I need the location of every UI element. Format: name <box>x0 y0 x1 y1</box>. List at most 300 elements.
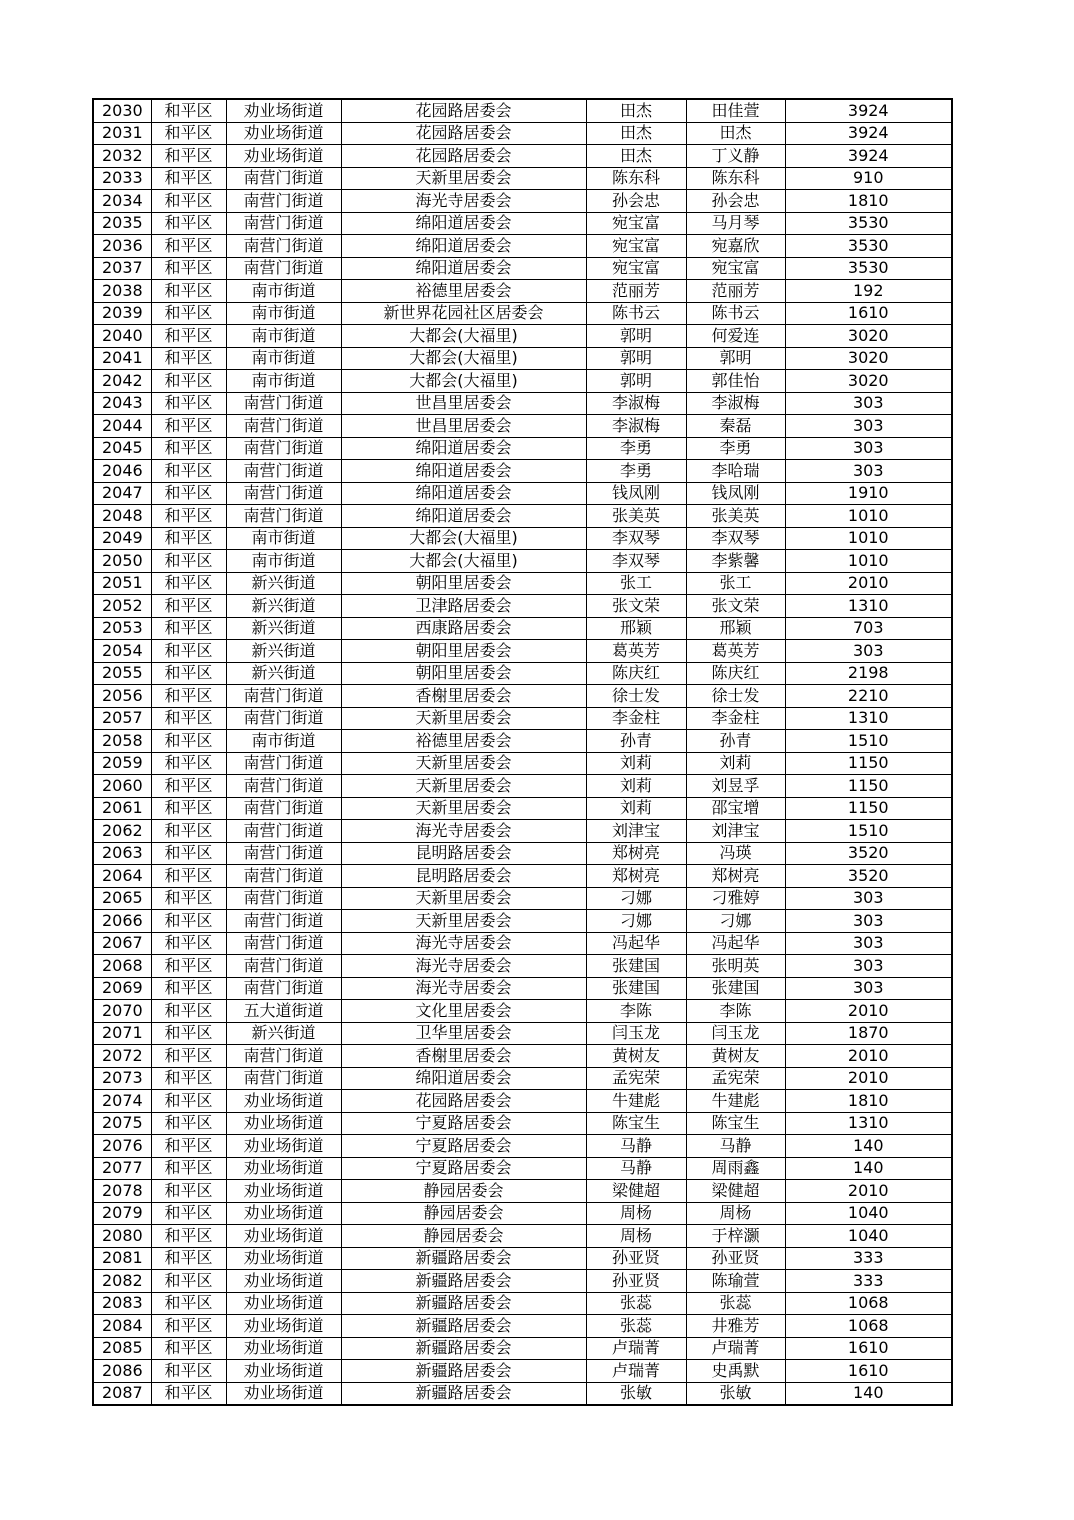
district-cell: 和平区 <box>151 1202 226 1225</box>
district-cell: 和平区 <box>151 1045 226 1068</box>
member-cell: 刘昱孚 <box>686 775 785 798</box>
amount-cell: 1150 <box>785 797 952 820</box>
district-cell: 和平区 <box>151 280 226 303</box>
committee-cell: 朝阳里居委会 <box>341 662 586 685</box>
amount-cell: 1068 <box>785 1315 952 1338</box>
district-cell: 和平区 <box>151 370 226 393</box>
member-cell: 范丽芳 <box>686 280 785 303</box>
committee-cell: 绵阳道居委会 <box>341 482 586 505</box>
applicant-cell: 邢颖 <box>586 617 686 640</box>
street-cell: 劝业场街道 <box>226 1112 341 1135</box>
row-number-cell: 2047 <box>93 482 151 505</box>
amount-cell: 1010 <box>785 550 952 573</box>
amount-cell: 303 <box>785 415 952 438</box>
amount-cell: 303 <box>785 460 952 483</box>
district-cell: 和平区 <box>151 887 226 910</box>
district-cell: 和平区 <box>151 392 226 415</box>
amount-cell: 1310 <box>785 1112 952 1135</box>
district-cell: 和平区 <box>151 640 226 663</box>
amount-cell: 3020 <box>785 370 952 393</box>
committee-cell: 新疆路居委会 <box>341 1247 586 1270</box>
table-row <box>93 977 952 1000</box>
applicant-cell: 孙亚贤 <box>586 1270 686 1293</box>
committee-cell: 大都会(大福里) <box>341 527 586 550</box>
amount-cell: 3530 <box>785 257 952 280</box>
amount-cell: 1810 <box>785 190 952 213</box>
applicant-cell: 陈宝生 <box>586 1112 686 1135</box>
applicant-cell: 宛宝富 <box>586 212 686 235</box>
table-row <box>93 1112 952 1135</box>
street-cell: 劝业场街道 <box>226 1292 341 1315</box>
row-number-cell: 2050 <box>93 550 151 573</box>
member-cell: 何爱连 <box>686 325 785 348</box>
street-cell: 新兴街道 <box>226 572 341 595</box>
member-cell: 于梓灏 <box>686 1225 785 1248</box>
street-cell: 南市街道 <box>226 325 341 348</box>
applicant-cell: 黄树友 <box>586 1045 686 1068</box>
applicant-cell: 郭明 <box>586 370 686 393</box>
member-cell: 钱凤刚 <box>686 482 785 505</box>
table-row <box>93 1090 952 1113</box>
row-number-cell: 2046 <box>93 460 151 483</box>
district-cell: 和平区 <box>151 1225 226 1248</box>
member-cell: 田杰 <box>686 122 785 145</box>
amount-cell: 3020 <box>785 347 952 370</box>
table-row <box>93 370 952 393</box>
table-row <box>93 752 952 775</box>
member-cell: 张敏 <box>686 1382 785 1405</box>
committee-cell: 新疆路居委会 <box>341 1382 586 1405</box>
street-cell: 五大道街道 <box>226 1000 341 1023</box>
amount-cell: 3520 <box>785 865 952 888</box>
district-cell: 和平区 <box>151 145 226 168</box>
district-cell: 和平区 <box>151 1247 226 1270</box>
table-row <box>93 122 952 145</box>
table-row <box>93 1270 952 1293</box>
committee-cell: 天新里居委会 <box>341 887 586 910</box>
amount-cell: 333 <box>785 1270 952 1293</box>
row-number-cell: 2083 <box>93 1292 151 1315</box>
applicant-cell: 李金柱 <box>586 707 686 730</box>
district-cell: 和平区 <box>151 1022 226 1045</box>
table-row <box>93 955 952 978</box>
applicant-cell: 郑树亮 <box>586 865 686 888</box>
district-cell: 和平区 <box>151 797 226 820</box>
amount-cell: 1810 <box>785 1090 952 1113</box>
member-cell: 马月琴 <box>686 212 785 235</box>
district-cell: 和平区 <box>151 190 226 213</box>
committee-cell: 新疆路居委会 <box>341 1292 586 1315</box>
data-table <box>92 98 953 1406</box>
amount-cell: 2010 <box>785 1067 952 1090</box>
applicant-cell: 郑树亮 <box>586 842 686 865</box>
table-row <box>93 1225 952 1248</box>
amount-cell: 1150 <box>785 775 952 798</box>
street-cell: 南营门街道 <box>226 910 341 933</box>
applicant-cell: 冯起华 <box>586 932 686 955</box>
table-row <box>93 1067 952 1090</box>
committee-cell: 宁夏路居委会 <box>341 1135 586 1158</box>
member-cell: 李淑梅 <box>686 392 785 415</box>
applicant-cell: 陈书云 <box>586 302 686 325</box>
street-cell: 新兴街道 <box>226 617 341 640</box>
amount-cell: 3924 <box>785 145 952 168</box>
amount-cell: 1510 <box>785 820 952 843</box>
row-number-cell: 2056 <box>93 685 151 708</box>
applicant-cell: 卢瑞菁 <box>586 1337 686 1360</box>
committee-cell: 昆明路居委会 <box>341 842 586 865</box>
district-cell: 和平区 <box>151 527 226 550</box>
member-cell: 李金柱 <box>686 707 785 730</box>
applicant-cell: 孙亚贤 <box>586 1247 686 1270</box>
table-row <box>93 280 952 303</box>
amount-cell: 140 <box>785 1157 952 1180</box>
street-cell: 劝业场街道 <box>226 1202 341 1225</box>
committee-cell: 绵阳道居委会 <box>341 460 586 483</box>
district-cell: 和平区 <box>151 1090 226 1113</box>
member-cell: 李紫馨 <box>686 550 785 573</box>
applicant-cell: 钱凤刚 <box>586 482 686 505</box>
row-number-cell: 2057 <box>93 707 151 730</box>
district-cell: 和平区 <box>151 820 226 843</box>
street-cell: 南营门街道 <box>226 212 341 235</box>
member-cell: 李哈瑞 <box>686 460 785 483</box>
street-cell: 南营门街道 <box>226 460 341 483</box>
district-cell: 和平区 <box>151 730 226 753</box>
table-row <box>93 617 952 640</box>
committee-cell: 朝阳里居委会 <box>341 572 586 595</box>
committee-cell: 花园路居委会 <box>341 122 586 145</box>
applicant-cell: 张美英 <box>586 505 686 528</box>
member-cell: 冯起华 <box>686 932 785 955</box>
amount-cell: 140 <box>785 1382 952 1405</box>
row-number-cell: 2053 <box>93 617 151 640</box>
committee-cell: 裕德里居委会 <box>341 280 586 303</box>
amount-cell: 303 <box>785 932 952 955</box>
member-cell: 牛建彪 <box>686 1090 785 1113</box>
applicant-cell: 张文荣 <box>586 595 686 618</box>
street-cell: 劝业场街道 <box>226 1135 341 1158</box>
applicant-cell: 闫玉龙 <box>586 1022 686 1045</box>
table-row <box>93 505 952 528</box>
applicant-cell: 卢瑞菁 <box>586 1360 686 1383</box>
table-row <box>93 1180 952 1203</box>
applicant-cell: 李勇 <box>586 437 686 460</box>
street-cell: 南营门街道 <box>226 415 341 438</box>
row-number-cell: 2082 <box>93 1270 151 1293</box>
street-cell: 劝业场街道 <box>226 99 341 122</box>
committee-cell: 新世界花园社区居委会 <box>341 302 586 325</box>
street-cell: 劝业场街道 <box>226 1360 341 1383</box>
committee-cell: 绵阳道居委会 <box>341 235 586 258</box>
applicant-cell: 马静 <box>586 1157 686 1180</box>
member-cell: 陈庆红 <box>686 662 785 685</box>
committee-cell: 静园居委会 <box>341 1225 586 1248</box>
committee-cell: 香榭里居委会 <box>341 685 586 708</box>
row-number-cell: 2063 <box>93 842 151 865</box>
street-cell: 南营门街道 <box>226 1067 341 1090</box>
table-row <box>93 460 952 483</box>
committee-cell: 朝阳里居委会 <box>341 640 586 663</box>
committee-cell: 天新里居委会 <box>341 775 586 798</box>
amount-cell: 2010 <box>785 1180 952 1203</box>
district-cell: 和平区 <box>151 685 226 708</box>
member-cell: 卢瑞菁 <box>686 1337 785 1360</box>
table-row <box>93 392 952 415</box>
applicant-cell: 孙会忠 <box>586 190 686 213</box>
committee-cell: 花园路居委会 <box>341 145 586 168</box>
amount-cell: 1310 <box>785 595 952 618</box>
amount-cell: 303 <box>785 955 952 978</box>
amount-cell: 1150 <box>785 752 952 775</box>
row-number-cell: 2048 <box>93 505 151 528</box>
member-cell: 张明英 <box>686 955 785 978</box>
row-number-cell: 2049 <box>93 527 151 550</box>
row-number-cell: 2069 <box>93 977 151 1000</box>
row-number-cell: 2079 <box>93 1202 151 1225</box>
row-number-cell: 2060 <box>93 775 151 798</box>
row-number-cell: 2030 <box>93 99 151 122</box>
amount-cell: 2010 <box>785 1000 952 1023</box>
table-row <box>93 595 952 618</box>
row-number-cell: 2040 <box>93 325 151 348</box>
applicant-cell: 宛宝富 <box>586 257 686 280</box>
committee-cell: 海光寺居委会 <box>341 820 586 843</box>
row-number-cell: 2034 <box>93 190 151 213</box>
amount-cell: 910 <box>785 167 952 190</box>
table-row <box>93 212 952 235</box>
street-cell: 新兴街道 <box>226 595 341 618</box>
applicant-cell: 李陈 <box>586 1000 686 1023</box>
street-cell: 劝业场街道 <box>226 1315 341 1338</box>
table-row <box>93 527 952 550</box>
amount-cell: 303 <box>785 977 952 1000</box>
district-cell: 和平区 <box>151 865 226 888</box>
street-cell: 南营门街道 <box>226 752 341 775</box>
street-cell: 南营门街道 <box>226 820 341 843</box>
table-body <box>93 99 952 1405</box>
table-row <box>93 707 952 730</box>
street-cell: 南营门街道 <box>226 932 341 955</box>
row-number-cell: 2087 <box>93 1382 151 1405</box>
applicant-cell: 孙青 <box>586 730 686 753</box>
district-cell: 和平区 <box>151 1067 226 1090</box>
row-number-cell: 2059 <box>93 752 151 775</box>
applicant-cell: 张蕊 <box>586 1315 686 1338</box>
row-number-cell: 2044 <box>93 415 151 438</box>
street-cell: 劝业场街道 <box>226 1180 341 1203</box>
amount-cell: 1510 <box>785 730 952 753</box>
member-cell: 马静 <box>686 1135 785 1158</box>
committee-cell: 海光寺居委会 <box>341 190 586 213</box>
row-number-cell: 2033 <box>93 167 151 190</box>
committee-cell: 天新里居委会 <box>341 797 586 820</box>
district-cell: 和平区 <box>151 325 226 348</box>
street-cell: 劝业场街道 <box>226 1270 341 1293</box>
member-cell: 葛英芳 <box>686 640 785 663</box>
district-cell: 和平区 <box>151 1360 226 1383</box>
row-number-cell: 2038 <box>93 280 151 303</box>
member-cell: 孙青 <box>686 730 785 753</box>
committee-cell: 世昌里居委会 <box>341 392 586 415</box>
applicant-cell: 郭明 <box>586 347 686 370</box>
row-number-cell: 2075 <box>93 1112 151 1135</box>
amount-cell: 3020 <box>785 325 952 348</box>
row-number-cell: 2058 <box>93 730 151 753</box>
applicant-cell: 张工 <box>586 572 686 595</box>
row-number-cell: 2051 <box>93 572 151 595</box>
street-cell: 南市街道 <box>226 302 341 325</box>
district-cell: 和平区 <box>151 662 226 685</box>
row-number-cell: 2043 <box>93 392 151 415</box>
member-cell: 李陈 <box>686 1000 785 1023</box>
amount-cell: 3520 <box>785 842 952 865</box>
member-cell: 刁雅婷 <box>686 887 785 910</box>
street-cell: 新兴街道 <box>226 1022 341 1045</box>
street-cell: 劝业场街道 <box>226 1382 341 1405</box>
member-cell: 刁娜 <box>686 910 785 933</box>
committee-cell: 天新里居委会 <box>341 707 586 730</box>
street-cell: 南营门街道 <box>226 167 341 190</box>
street-cell: 南营门街道 <box>226 775 341 798</box>
table-row <box>93 1000 952 1023</box>
applicant-cell: 梁健超 <box>586 1180 686 1203</box>
applicant-cell: 刘津宝 <box>586 820 686 843</box>
applicant-cell: 李勇 <box>586 460 686 483</box>
table-row <box>93 257 952 280</box>
district-cell: 和平区 <box>151 550 226 573</box>
district-cell: 和平区 <box>151 977 226 1000</box>
table-row <box>93 820 952 843</box>
table-row <box>93 1360 952 1383</box>
street-cell: 新兴街道 <box>226 662 341 685</box>
table-row <box>93 302 952 325</box>
committee-cell: 绵阳道居委会 <box>341 437 586 460</box>
street-cell: 南营门街道 <box>226 865 341 888</box>
district-cell: 和平区 <box>151 99 226 122</box>
amount-cell: 303 <box>785 887 952 910</box>
row-number-cell: 2074 <box>93 1090 151 1113</box>
district-cell: 和平区 <box>151 1135 226 1158</box>
table-row <box>93 347 952 370</box>
district-cell: 和平区 <box>151 1270 226 1293</box>
district-cell: 和平区 <box>151 257 226 280</box>
amount-cell: 1010 <box>785 527 952 550</box>
applicant-cell: 宛宝富 <box>586 235 686 258</box>
member-cell: 陈瑜萱 <box>686 1270 785 1293</box>
district-cell: 和平区 <box>151 482 226 505</box>
committee-cell: 花园路居委会 <box>341 99 586 122</box>
member-cell: 秦磊 <box>686 415 785 438</box>
amount-cell: 2198 <box>785 662 952 685</box>
district-cell: 和平区 <box>151 752 226 775</box>
applicant-cell: 孟宪荣 <box>586 1067 686 1090</box>
committee-cell: 海光寺居委会 <box>341 932 586 955</box>
member-cell: 郭佳怡 <box>686 370 785 393</box>
member-cell: 刘莉 <box>686 752 785 775</box>
committee-cell: 天新里居委会 <box>341 910 586 933</box>
table-row <box>93 1135 952 1158</box>
table-row <box>93 1045 952 1068</box>
committee-cell: 大都会(大福里) <box>341 370 586 393</box>
table-row <box>93 1292 952 1315</box>
applicant-cell: 刁娜 <box>586 910 686 933</box>
committee-cell: 西康路居委会 <box>341 617 586 640</box>
row-number-cell: 2084 <box>93 1315 151 1338</box>
member-cell: 郭明 <box>686 347 785 370</box>
district-cell: 和平区 <box>151 437 226 460</box>
applicant-cell: 李双琴 <box>586 527 686 550</box>
amount-cell: 303 <box>785 392 952 415</box>
member-cell: 孙亚贤 <box>686 1247 785 1270</box>
row-number-cell: 2073 <box>93 1067 151 1090</box>
amount-cell: 1870 <box>785 1022 952 1045</box>
street-cell: 南营门街道 <box>226 482 341 505</box>
street-cell: 南营门街道 <box>226 955 341 978</box>
member-cell: 黄树友 <box>686 1045 785 1068</box>
member-cell: 刘津宝 <box>686 820 785 843</box>
street-cell: 南市街道 <box>226 527 341 550</box>
row-number-cell: 2039 <box>93 302 151 325</box>
member-cell: 张建国 <box>686 977 785 1000</box>
district-cell: 和平区 <box>151 302 226 325</box>
table-row <box>93 550 952 573</box>
row-number-cell: 2045 <box>93 437 151 460</box>
district-cell: 和平区 <box>151 572 226 595</box>
amount-cell: 303 <box>785 437 952 460</box>
member-cell: 张美英 <box>686 505 785 528</box>
amount-cell: 1310 <box>785 707 952 730</box>
row-number-cell: 2068 <box>93 955 151 978</box>
row-number-cell: 2041 <box>93 347 151 370</box>
table-row <box>93 640 952 663</box>
table-row <box>93 1382 952 1405</box>
district-cell: 和平区 <box>151 1337 226 1360</box>
committee-cell: 宁夏路居委会 <box>341 1157 586 1180</box>
amount-cell: 1040 <box>785 1202 952 1225</box>
amount-cell: 1068 <box>785 1292 952 1315</box>
amount-cell: 1610 <box>785 302 952 325</box>
row-number-cell: 2086 <box>93 1360 151 1383</box>
amount-cell: 1910 <box>785 482 952 505</box>
member-cell: 宛宝富 <box>686 257 785 280</box>
applicant-cell: 周杨 <box>586 1202 686 1225</box>
district-cell: 和平区 <box>151 595 226 618</box>
committee-cell: 新疆路居委会 <box>341 1360 586 1383</box>
amount-cell: 2210 <box>785 685 952 708</box>
row-number-cell: 2076 <box>93 1135 151 1158</box>
committee-cell: 大都会(大福里) <box>341 347 586 370</box>
applicant-cell: 田杰 <box>586 122 686 145</box>
table-row <box>93 685 952 708</box>
street-cell: 南营门街道 <box>226 235 341 258</box>
member-cell: 冯瑛 <box>686 842 785 865</box>
district-cell: 和平区 <box>151 1157 226 1180</box>
table-row <box>93 910 952 933</box>
applicant-cell: 陈东科 <box>586 167 686 190</box>
member-cell: 丁义静 <box>686 145 785 168</box>
member-cell: 梁健超 <box>686 1180 785 1203</box>
table-row <box>93 190 952 213</box>
street-cell: 劝业场街道 <box>226 122 341 145</box>
committee-cell: 昆明路居委会 <box>341 865 586 888</box>
row-number-cell: 2032 <box>93 145 151 168</box>
district-cell: 和平区 <box>151 167 226 190</box>
member-cell: 闫玉龙 <box>686 1022 785 1045</box>
district-cell: 和平区 <box>151 1292 226 1315</box>
district-cell: 和平区 <box>151 842 226 865</box>
applicant-cell: 李淑梅 <box>586 392 686 415</box>
